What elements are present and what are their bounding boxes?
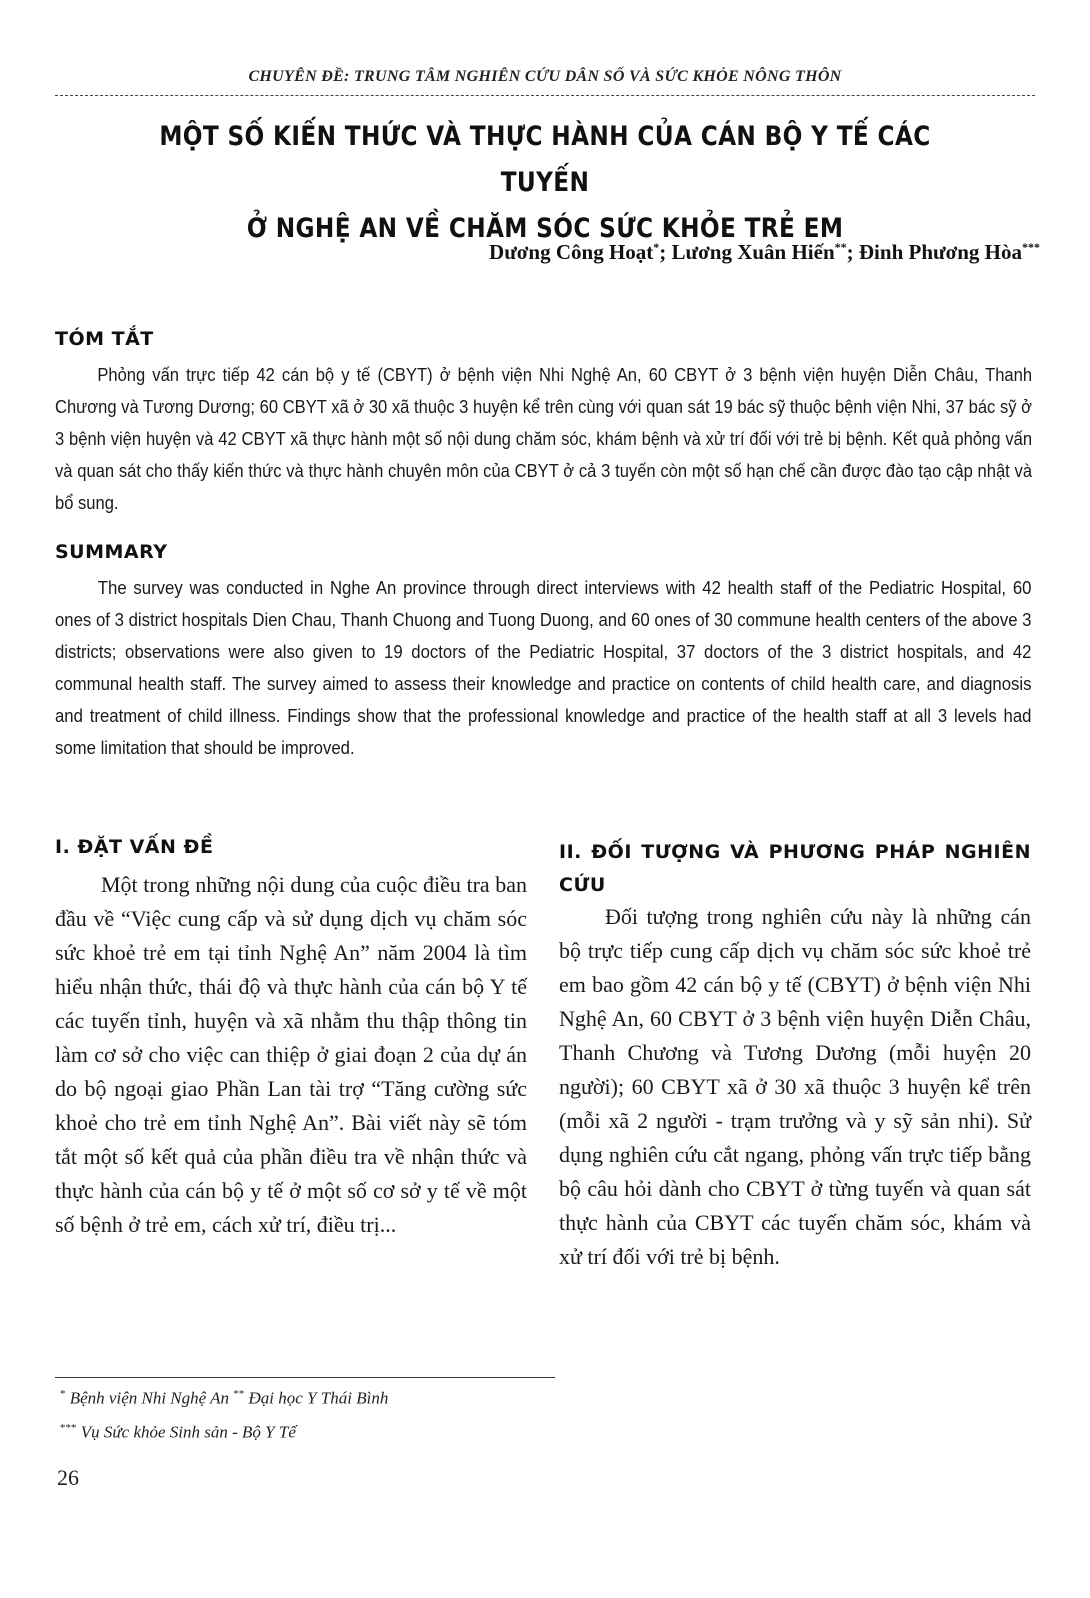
running-header: CHUYÊN ĐỀ: TRUNG TÂM NGHIÊN CỨU DÂN SỐ VÀ SỨC KHỎE NÔNG THÔN — [248, 68, 842, 85]
section-1-heading: I. ĐẶT VẤN ĐỀ — [55, 836, 214, 858]
author-list — [340, 240, 1040, 265]
article-title — [158, 114, 932, 252]
footnote-line-1 — [60, 1388, 388, 1409]
section-2-body: Đối tượng trong nghiên cứu này là những cán bộ trực tiếp cung cấp dịch vụ chăm sóc sức khoẻ trẻ em bao gồm 42 cán bộ y tế (CBYT) ở bệnh viện Nhi Nghệ An, 60 CBYT ở 3 bệnh viện huyện Diễn Châu, Thanh Chương và Tương Dương (mỗi huyện 20 người); 60 CBYT xã ở 30 xã thuộc 3 huyện kể trên (mỗi xã 2 người - trạm trưởng và y sỹ sản nhi). Sử dụng nghiên cứu cắt ngang, phỏng vấn trực tiếp bằng bộ câu hỏi dành cho CBYT ở từng tuyến và quan sát thực hành của CBYT các tuyến chăm sóc, khám và xử trí đối với trẻ bị bệnh. — [559, 904, 1031, 1269]
footnote-3-marker: *** — [60, 1422, 77, 1434]
author-2-marker: ** — [834, 240, 847, 254]
abstract-en-heading: SUMMARY — [55, 541, 168, 563]
footnote-1: Bệnh viện Nhi Nghệ An — [65, 1388, 234, 1408]
author-1-marker: * — [653, 240, 660, 254]
footnote-2-marker: ** — [233, 1388, 245, 1400]
author-3: ; Đinh Phương Hòa — [846, 240, 1022, 264]
author-1: Dương Công Hoạt — [489, 240, 654, 264]
title-line-2: Ở NGHỆ AN VỀ CHĂM SÓC SỨC KHỎE TRẺ EM — [246, 213, 844, 244]
footnote-line-2 — [60, 1422, 296, 1443]
footnote-divider — [55, 1377, 555, 1378]
section-1-body: Một trong những nội dung của cuộc điều tra ban đầu về “Việc cung cấp và sử dụng dịch vụ chăm sóc sức khoẻ trẻ em tại tỉnh Nghệ An” năm 2004 là tìm hiểu nhận thức, thái độ và thực hành của cán bộ Y tế các tuyến tỉnh, huyện và xã nhằm thu thập thông tin làm cơ sở cho việc can thiệp ở giai đoạn 2 của dự án do bộ ngoại giao Phần Lan tài trợ “Tăng cường sức khoẻ cho trẻ em tỉnh Nghệ An”. Bài viết này sẽ tóm tắt một số kết quả của phần điều tra về nhận thức và thực hành của cán bộ y tế ở một số cơ sở y tế về một số bệnh ở trẻ em, cách xử trí, điều trị... — [55, 872, 527, 1237]
footnote-3: Vụ Sức khỏe Sinh sản - Bộ Y Tế — [76, 1422, 296, 1442]
abstract-vn-text: Phỏng vấn trực tiếp 42 cán bộ y tế (CBYT) ở bệnh viện Nhi Nghệ An, 60 CBYT ở 3 bệnh viện huyện Diễn Châu, Thanh Chương và Tương Dương; 60 CBYT xã ở 30 xã thuộc 3 huyện kể trên cùng với quan sát 19 bác sỹ thuộc bệnh viện Nhi, 37 bác sỹ ở 3 bệnh viện huyện và 42 CBYT xã thực hành một số nội dung chăm sóc, khám bệnh và xử trí đối với trẻ bị bệnh. Kết quả phỏng vấn và quan sát cho thấy kiến thức và thực hành chuyên môn của CBYT ở cả 3 tuyến còn một số hạn chế cần được đào tạo cập nhật và bổ sung. — [55, 365, 1033, 513]
footnote-1-marker: * — [60, 1388, 66, 1400]
author-3-marker: *** — [1022, 240, 1040, 254]
abstract-vn-heading: TÓM TẮT — [55, 328, 154, 350]
author-2: ; Lương Xuân Hiến — [659, 240, 835, 264]
section-2-heading: II. ĐỐI TƯỢNG VÀ PHƯƠNG PHÁP NGHIÊN CỨU — [559, 841, 1031, 896]
footnote-2: Đại học Y Thái Bình — [244, 1388, 389, 1408]
page-number: 26 — [57, 1465, 79, 1490]
header-divider — [55, 95, 1035, 96]
abstract-en-text: The survey was conducted in Nghe An province through direct interviews with 42 health staff of the Pediatric Hospital, 60 ones of 3 district hospitals Dien Chau, Thanh Chuong and Tuong Duong, and 60 ones of 30 commune health centers of the above 3 districts; observations were also given to 19 doctors of the Pediatric Hospital, 37 doctors of the 3 district hospitals, and 42 communal health staff. The survey aimed to assess their knowledge and practice on contents of child health care, and diagnosis and treatment of child illness. Findings show that the professional knowledge and practice of the health staff at all 3 levels had some limitation that should be improved. — [55, 578, 1032, 758]
title-line-1: MỘT SỐ KIẾN THỨC VÀ THỰC HÀNH CỦA CÁN BỘ Y TẾ CÁC TUYẾN — [159, 121, 931, 198]
